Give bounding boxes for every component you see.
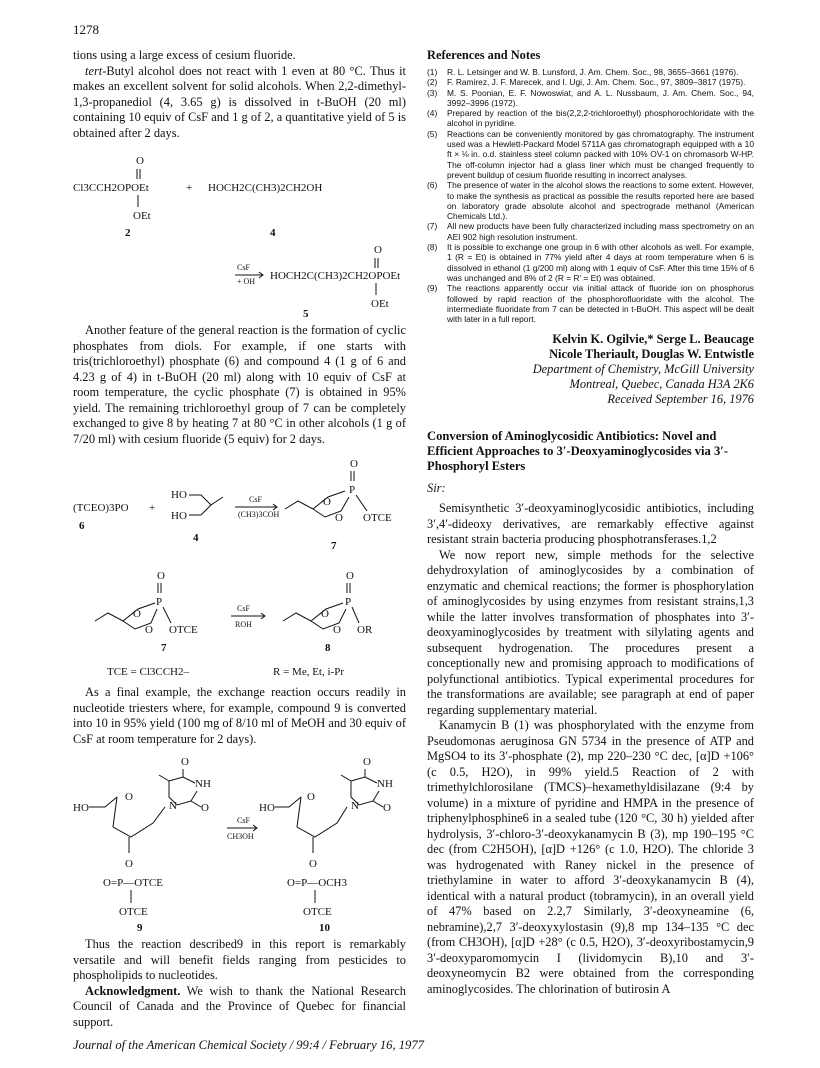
reference-number: (8) — [427, 242, 438, 253]
reference-text: The reactions apparently occur via initial attack of fluoride ion on phosphorus followed by rapid reaction of the phosphorofluoridate with the alcohol. The intermediate fluoridate from 7 can be detected in t-BuOH. This aspect will be dealt with later in a full report. — [447, 283, 754, 325]
phosphorus-label: P — [156, 596, 163, 608]
author-line: Nicole Theriault, Douglas W. Entwistle — [549, 347, 754, 362]
compound-label-2: 2 — [125, 227, 131, 239]
reference-item — [427, 67, 754, 77]
scheme-3-drawing — [73, 567, 406, 679]
ho-label: HO — [171, 510, 187, 522]
compound-label-8: 8 — [325, 642, 331, 654]
ring-o-label: O — [133, 608, 141, 620]
reference-number: (5) — [427, 128, 438, 139]
phosphorus-label: P — [349, 484, 356, 496]
compound-label-5: 5 — [303, 308, 309, 317]
reference-text: F. Ramirez, J. F. Marecek, and I. Ugi, J. Am. Chem. Soc., 97, 3809–3817 (1975). — [447, 77, 746, 88]
phosphate-triester: O=P—OCH3 — [287, 877, 347, 889]
tce-definition: TCE = Cl3CCH2– — [107, 666, 189, 678]
compound-label-4: 4 — [193, 532, 199, 544]
compound-label-7: 7 — [331, 540, 337, 552]
oxo-label: O — [157, 570, 165, 582]
oxo-label: O — [350, 458, 358, 470]
compound-label-10: 10 — [319, 922, 330, 931]
reference-number: (4) — [427, 108, 438, 119]
author-line: Kelvin K. Ogilvie,* Serge L. Beaucage — [552, 332, 754, 347]
references-title: References and Notes — [427, 48, 541, 62]
plus-sign: + — [186, 182, 193, 194]
oet-label: OEt — [133, 210, 151, 222]
italic-prefix: tert — [85, 63, 103, 78]
reagent-top: CsF — [237, 604, 250, 613]
compound-label-4: 4 — [270, 227, 276, 239]
reference-number: (2) — [427, 77, 438, 88]
reference-text: M. S. Poonian, E. F. Nowoswiat, and A. L. Nussbaum, J. Am. Chem. Soc., 94, 3992–3996 (1972). — [447, 87, 754, 108]
received-date: Received September 16, 1976 — [607, 392, 754, 407]
paragraph — [73, 64, 406, 142]
ho-label: HO — [73, 802, 89, 814]
reference-item — [427, 242, 754, 283]
reference-item — [427, 221, 754, 242]
reagent-bottom: + OH — [237, 277, 256, 286]
phosphorus-label: P — [345, 596, 352, 608]
reactant-4: HOCH2C(CH3)2CH2OH — [208, 182, 323, 194]
paragraph: We now report new, simple methods for the selective dehydroxylation of aminoglycosides by a combination of enzymatic and chemical reactions; the former is phosphorylation of aminoglycosides by using enzymes from resistant strains,1,3 while the latter involves transformation of phosphates into 3′-deoxyaminoglycosides by treatment with silylating agents and subsequent hydrogenation. The procedures present a conceptionally new and promising approach to modifications of polyfunctional antibiotics. Typical experimental procedures for the transformations are available; see paragraph at end of paper regarding supplementary material. — [427, 547, 754, 717]
paragraph: Kanamycin B (1) was phosphorylated with the enzyme from Pseudomonas aeruginosa GN 5734 in the presence of ATP and MgSO4 to its 3′-phosphate (2), mp 220–230 °C dec, [α]D +106° (c 0.5, H2O), in 99% yield.5 Reaction of 2 with trimethylchlorosilane (TMCS)–hexamethyldisilazane (9:4 by volume) in a mixture of pyridine and HMPA in the presence of triphenylphosphine6 in a sealed tube (120 °C, 30 h) yielded after hydrolysis, 3′-chloro-3′-deoxykanamycin B (3), mp 190–195 °C dec (from C2H5OH), [α]D +126° (c 1.0, H2O). The chloride 3 was hydrogenated with Raney nickel in the presence of triethylamine in water to afford 3′-deoxykanamycin B (4), identical with a natural product (tobramycin), in an overall yield of 47% based on 2.2,7 Similarly, 3′-deoxyneamine (6, nebramine),2,7 3′-deoxyxylostasin (9),8 mp 134–135 °C dec (from CH3OH), [α]D +28° (c 0.5, H2O), 3′-deoxyribostamycin,9 3′-deoxyparomomycin I (lividomycin B),10 and 3′-deoxyneomycin B2 were obtained from the corresponding aminoglycosides. The chlorination of butirosin A — [427, 718, 754, 996]
r-definition: R = Me, Et, i-Pr — [273, 666, 344, 678]
oet-label: OEt — [371, 298, 389, 310]
nh-label: NH — [377, 778, 393, 790]
ring-o-label: O — [145, 624, 153, 636]
paragraph: Thus the reaction described9 in this report is remarkably versatile and will benefit fields ranging from pesticides to phospholipids to nucleotides. — [73, 937, 406, 982]
compound-label-9: 9 — [137, 922, 143, 931]
ho-label: HO — [259, 802, 275, 814]
oxo-label: O — [346, 570, 354, 582]
oxo-label: O — [181, 756, 189, 768]
reactant-6: (TCEO)3PO — [73, 502, 129, 514]
ring-o-label: O — [125, 791, 133, 803]
paragraph: tions using a large excess of cesium fluoride. — [73, 48, 296, 62]
ring-o-label: O — [323, 496, 331, 508]
oxo-label: O — [363, 756, 371, 768]
paragraph: Another feature of the general reaction is the formation of cyclic phosphates from diols. For example, if one starts with tris(trichloroethyl) phosphate (6) and compound 4 (1 g of 6 and 4.23 g of 4) in t-BuOH (20 ml) along with 10 equiv of CsF at room temperature, the cyclic phosphate (7) is obtained in 95% yield. The remaining trichloroethyl group of 7 can be completely exchanged to give 8 by heating 7 at 80 °C in other alcohols (1 g of 7/20 ml) with cesium fluoride (5 equiv) for 2 days. — [73, 323, 406, 446]
reference-text: Prepared by reaction of the bis(2,2,2-trichloroethyl) phosphorochloridate with the alcohol in pyridine. — [447, 108, 754, 129]
left-column — [73, 48, 406, 1030]
scheme-1-drawing — [73, 147, 406, 317]
scheme-4-drawing — [73, 753, 406, 931]
ho-label: HO — [171, 489, 187, 501]
article-title: Conversion of Aminoglycosidic Antibiotics: Novel and Efficient Approaches to 3′-Deoxyaminoglycosides via 3′-Phosphoryl Esters — [427, 429, 729, 474]
reagent-top: CsF — [237, 816, 250, 825]
reference-number: (1) — [427, 67, 438, 77]
affiliation-line: Department of Chemistry, McGill University — [532, 362, 754, 377]
scheme-4 — [73, 753, 406, 931]
oxo-label: O — [383, 802, 391, 814]
scheme-1 — [73, 147, 406, 317]
reagent-bottom: CH3OH — [227, 832, 254, 841]
oxo-label: O — [125, 858, 133, 870]
oxo-label: O — [374, 244, 382, 256]
otce-label: OTCE — [363, 512, 392, 524]
salutation: Sir: — [427, 481, 446, 496]
reactant-2: Cl3CCH2OPOEt — [73, 182, 149, 194]
paragraph-text: -Butyl alcohol does not react with 1 even at 80 °C. Thus it makes an excellent solvent for solid alcohols. When 2,2-dimethyl-1,3-propanediol (4, 3.65 g) is dissolved in t-BuOH (20 ml) containing 10 equiv of CsF and 1 g of 2, a quantitative yield of 5 is obtained after 2 days. — [73, 63, 406, 140]
otce-label: OTCE — [303, 906, 332, 918]
reference-number: (6) — [427, 180, 438, 191]
oxo-label: O — [136, 155, 144, 167]
reference-number: (3) — [427, 87, 438, 98]
affiliation-line: Montreal, Quebec, Canada H3A 2K6 — [569, 377, 754, 392]
oxo-label: O — [201, 802, 209, 814]
reagent-bottom: ROH — [235, 620, 252, 629]
ring-o-label: O — [321, 608, 329, 620]
ring-o-label: O — [307, 791, 315, 803]
references-list — [427, 67, 754, 324]
reference-item — [427, 88, 754, 109]
paragraph: Semisynthetic 3′-deoxyaminoglycosidic antibiotics, including 3′,4′-dideoxy derivatives, are remarkably effective against resistant strain bacteria producing phosphotransferases.1,2 — [427, 501, 754, 547]
reference-text: The presence of water in the alcohol slows the reactions to some extent. However, to make the synthesis as practical as possible the results reported here are based on laboratory grade absolute alcohol and spectrograde methanol (American Chemicals Ltd.). — [447, 180, 754, 222]
reference-number: (9) — [427, 283, 438, 294]
reference-text: It is possible to exchange one group in 6 with other alcohols as well. For example, 1 (R = Et) is obtained in 77% yield after 4 days at room temperature when 6 is dissolved in ethanol (1 g/200 ml) along with 1 equiv of CsF. After this time 15% of 6 was unchanged and 8% of 2 (R = R′ = Et) was obtained. — [447, 242, 754, 283]
acknowledgment-label: Acknowledgment. — [85, 983, 181, 998]
reagent-top: CsF — [249, 495, 262, 504]
n-label: N — [351, 800, 359, 812]
ring-bonds — [285, 491, 345, 509]
reference-text: R. L. Letsinger and W. B. Lunsford, J. Am. Chem. Soc., 98, 3655–3661 (1976). — [447, 67, 739, 77]
or-label: OR — [357, 624, 373, 636]
phosphate-triester: O=P—OTCE — [103, 877, 163, 889]
ring-o-label: O — [335, 512, 343, 524]
reference-item — [427, 283, 754, 324]
n-label: N — [169, 800, 177, 812]
oxo-label: O — [309, 858, 317, 870]
reagent-top: CsF — [237, 263, 250, 272]
right-column — [427, 48, 754, 997]
reference-item — [427, 77, 754, 87]
journal-footer: Journal of the American Chemical Society / 99:4 / February 16, 1977 — [73, 1038, 424, 1052]
reference-item — [427, 180, 754, 221]
compound-label-6: 6 — [79, 520, 85, 532]
scheme-2-drawing — [73, 453, 406, 561]
paragraph: As a final example, the exchange reaction occurs readily in nucleotide triesters where, for example, compound 9 is converted into 10 in 95% yield (100 mg of 8/10 ml of MeOH and 30 equiv of CsF at room temperature for 2 days). — [73, 685, 406, 746]
acknowledgment — [73, 984, 406, 1031]
acknowledgment-text: We wish to thank the National Research Council of Canada and the Province of Quebec for financial support. — [73, 983, 406, 1029]
reference-number: (7) — [427, 221, 438, 232]
compound-label-7: 7 — [161, 642, 167, 654]
scheme-3 — [73, 567, 406, 679]
reagent-bottom: (CH3)3COH — [238, 510, 280, 519]
reference-text: Reactions can be conveniently monitored by gas chromatography. The instrument used was a Hewlett-Packard Model 5711A gas chromatograph equipped with a 10 ft × ⅛ in. o.d. stainless steel column packed with 10% OV-1 on chromasorb W-HP. The off-column injector had a glass liner which must be changed frequently to prevent buildup of cesium fluoride resulting in incorrect analyses. — [447, 128, 754, 180]
product-5: HOCH2C(CH3)2CH2OPOEt — [270, 270, 401, 282]
otce-label: OTCE — [169, 624, 198, 636]
plus-sign: + — [149, 502, 156, 514]
reference-item — [427, 129, 754, 180]
reference-item — [427, 108, 754, 129]
reference-text: All new products have been fully characterized including mass spectrometry on an AEI 902 high resolution instrument. — [447, 221, 754, 242]
ring-o-label: O — [333, 624, 341, 636]
page-number: 1278 — [73, 22, 99, 37]
authors — [427, 332, 754, 362]
diol-skeleton — [189, 495, 223, 505]
otce-label: OTCE — [119, 906, 148, 918]
scheme-2 — [73, 453, 406, 561]
nh-label: NH — [195, 778, 211, 790]
